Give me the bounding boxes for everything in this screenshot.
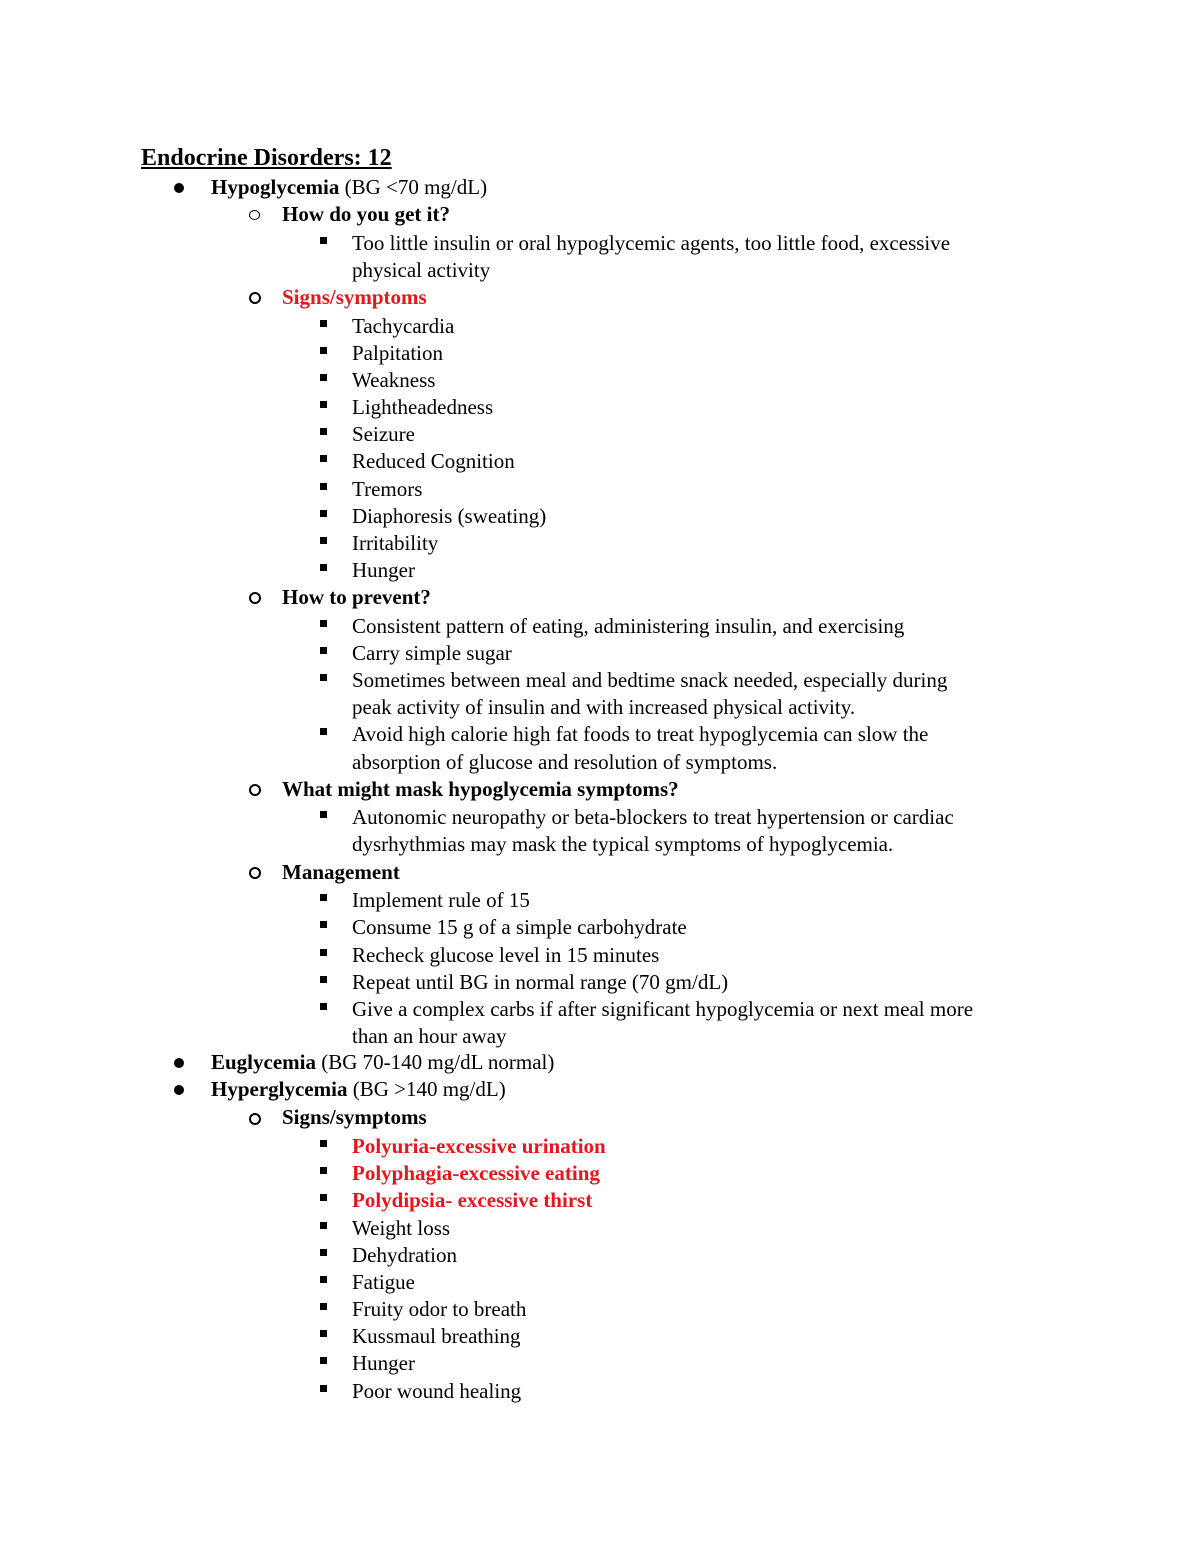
highlight-item: Polyphagia-excessive eating [352,1161,600,1185]
list-item: than an hour away [352,1024,507,1048]
bullet-square [320,1222,327,1229]
list-item: Kussmaul breathing [352,1324,521,1348]
list-item: Diaphoresis (sweating) [352,504,547,528]
bullet-square [320,1276,327,1283]
list-item: Lightheadedness [352,395,494,419]
bullet-square [320,510,327,517]
list-item: Tachycardia [352,314,455,338]
euglycemia-term: Euglycemia [211,1050,316,1074]
hypoglycemia-heading [211,174,487,201]
bullet-square [320,976,327,983]
list-item: Seizure [352,422,415,446]
list-item: Autonomic neuropathy or beta-blockers to treat hypertension or cardiac [352,805,954,829]
bullet-square [320,564,327,571]
list-item: Weakness [352,368,436,392]
bullet-square [320,1303,327,1310]
list-item: Irritability [352,531,439,555]
bullet-square [320,728,327,735]
list-item: Too little insulin or oral hypoglycemic agents, too little food, excessive [352,231,951,255]
bullet-square [320,537,327,544]
bullet-square [320,647,327,654]
bullet-disc [174,1085,184,1095]
hypoglycemia-range: (BG <70 mg/dL) [339,175,488,199]
bullet-circle [249,784,261,796]
list-item: dysrhythmias may mask the typical symptoms of hypoglycemia. [352,832,894,856]
bullet-square [320,1194,327,1201]
list-item: Weight loss [352,1216,451,1240]
list-item: peak activity of insulin and with increased physical activity. [352,695,856,719]
bullet-circle [249,210,260,220]
hyperglycemia-range: (BG >140 mg/dL) [347,1077,506,1101]
bullet-square [320,320,327,327]
bullet-square [320,949,327,956]
hyperglycemia-heading [211,1076,506,1103]
bullet-square [320,921,327,928]
bullet-circle [249,292,261,304]
list-item: Carry simple sugar [352,641,512,665]
how-get-label: How do you get it? [282,202,450,226]
list-item: Consistent pattern of eating, administering insulin, and exercising [352,614,905,638]
list-item: Repeat until BG in normal range (70 gm/dL) [352,970,729,994]
euglycemia-heading [211,1049,554,1076]
list-item: Sometimes between meal and bedtime snack needed, especially during [352,668,948,692]
bullet-square [320,1330,327,1337]
highlight-item: Polydipsia- excessive thirst [352,1188,593,1212]
bullet-square [320,347,327,354]
list-item: Fruity odor to breath [352,1297,527,1321]
hypo-signs-label: Signs/symptoms [282,285,427,309]
bullet-square [320,811,327,818]
bullet-square [320,1249,327,1256]
bullet-square [320,237,327,244]
bullet-square [320,1385,327,1392]
hyper-signs-label: Signs/symptoms [282,1105,427,1129]
bullet-circle [249,592,261,604]
list-item: Dehydration [352,1243,457,1267]
bullet-circle [249,867,261,879]
euglycemia-range: (BG 70-140 mg/dL normal) [316,1050,555,1074]
bullet-square [320,483,327,490]
bullet-square [320,374,327,381]
list-item: Consume 15 g of a simple carbohydrate [352,915,687,939]
list-item: Recheck glucose level in 15 minutes [352,943,660,967]
list-item: Give a complex carbs if after significant hypoglycemia or next meal more [352,997,974,1021]
list-item: Hunger [352,1351,415,1375]
list-item: physical activity [352,258,491,282]
bullet-disc [174,183,184,193]
list-item: Fatigue [352,1270,415,1294]
list-item: absorption of glucose and resolution of symptoms. [352,750,778,774]
list-item: Hunger [352,558,415,582]
list-item: Reduced Cognition [352,449,515,473]
mask-label: What might mask hypoglycemia symptoms? [282,777,679,801]
bullet-square [320,1140,327,1147]
list-item: Palpitation [352,341,443,365]
bullet-square [320,1167,327,1174]
list-item: Implement rule of 15 [352,888,530,912]
bullet-square [320,674,327,681]
bullet-disc [174,1058,184,1068]
page-title: Endocrine Disorders: 12 [141,145,392,171]
highlight-item: Polyuria-excessive urination [352,1134,606,1158]
hyperglycemia-term: Hyperglycemia [211,1077,348,1101]
list-item: Poor wound healing [352,1379,522,1403]
bullet-square [320,401,327,408]
management-label: Management [282,860,400,884]
bullet-square [320,1357,327,1364]
list-item: Avoid high calorie high fat foods to treat hypoglycemia can slow the [352,722,929,746]
bullet-square [320,620,327,627]
prevent-label: How to prevent? [282,585,431,609]
bullet-square [320,894,327,901]
bullet-square [320,428,327,435]
bullet-square [320,455,327,462]
hypoglycemia-term: Hypoglycemia [211,175,340,199]
bullet-circle [249,1113,261,1125]
list-item: Tremors [352,477,423,501]
bullet-square [320,1003,327,1010]
